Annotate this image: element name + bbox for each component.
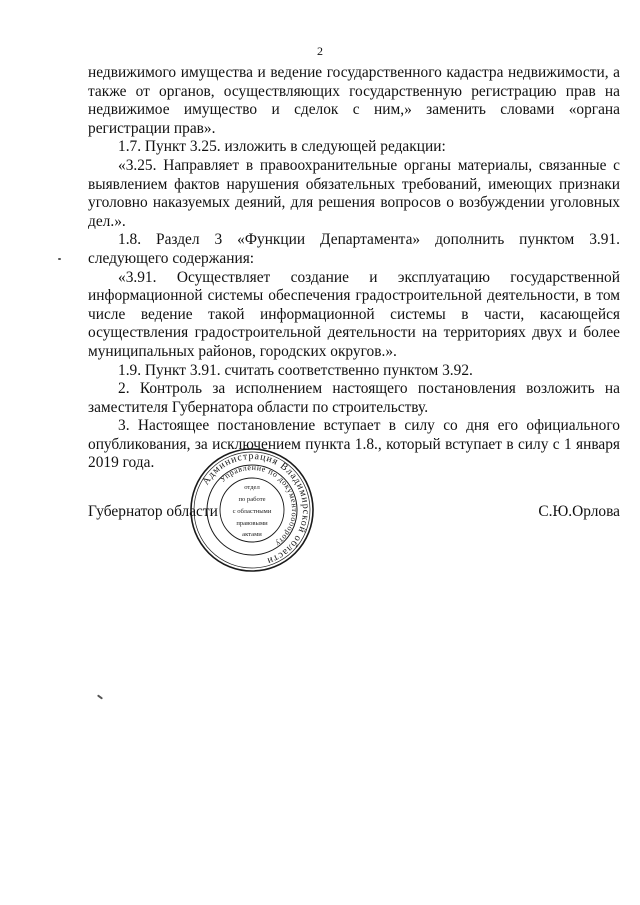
stamp-outer-text: Администрация Владимирской области	[200, 450, 312, 567]
stamp-center-line: с областными	[232, 508, 272, 515]
stamp-center-line: правовыми	[236, 520, 268, 527]
paragraph-continuation: недвижимого имущества и ведение государственного кадастра недвижимости, а также от органов, осуществляющих государственную регистрацию прав на недвижимое имущество и сделок с ним,» заменить словами «органа регистрации прав».	[88, 64, 620, 137]
paragraph-item-2: 2. Контроль за исполнением настоящего постановления возложить на заместителя Губернатора области по строительству.	[88, 380, 620, 416]
scan-speck	[97, 694, 103, 699]
stamp-center-line: отдел	[244, 484, 260, 491]
paragraph-quote-3-91: «3.91. Осуществляет создание и эксплуатацию государственной информационной системы обеспечения градостроительной деятельности, в том числе ведение такой информационной системы в части, касающейся осуществления градостроительной деятельности на территориях двух и более муниципальных районов, городских округов.».	[88, 268, 620, 360]
paragraph-item-1-7: 1.7. Пункт 3.25. изложить в следующей редакции:	[118, 138, 446, 156]
paragraph-quote-3-25: «3.25. Направляет в правоохранительные органы материалы, связанные с выявлением фактов нарушения обязательных требований, имеющих признаки уголовно наказуемых деяний, для решения вопросов о возбуждении уголовных дел.».	[88, 156, 620, 230]
stamp-inner-text: Управление по документообороту	[218, 462, 300, 549]
paragraph-item-1-8: 1.8. Раздел 3 «Функции Департамента» дополнить пунктом 3.91. следующего содержания:	[88, 231, 620, 267]
signatory-name: С.Ю.Орлова	[538, 503, 620, 520]
page-number: 2	[317, 44, 323, 58]
signatory-title: Губернатор области	[88, 503, 218, 520]
paragraph-item-1-9: 1.9. Пункт 3.91. считать соответственно пунктом 3.92.	[118, 361, 473, 379]
document-body	[88, 64, 620, 473]
stamp-center-line: актами	[242, 531, 262, 538]
official-stamp	[188, 446, 316, 574]
stamp-center-line: по работе	[238, 496, 266, 503]
scan-speck	[58, 258, 61, 260]
paragraph-item-3: 3. Настоящее постановление вступает в силу со дня его официального опубликования, за исключением пункта 1.8., который вступает в силу с 1 января 2019 года.	[88, 417, 620, 472]
